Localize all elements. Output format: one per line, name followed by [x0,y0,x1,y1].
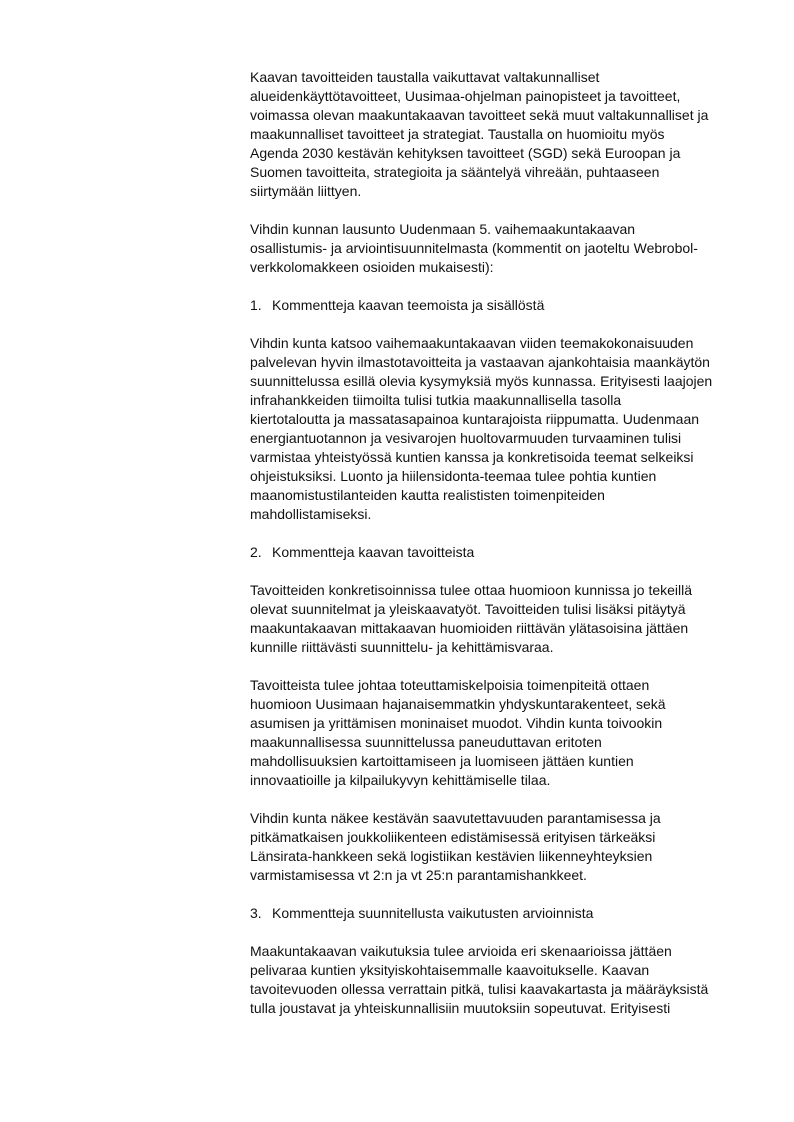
text-line: tavoitevuoden ollessa verrattain pitkä, tulisi kaavakartasta ja määräyksistä [250,981,709,997]
section-number: 2. [250,544,262,560]
text-line: olevat suunnitelmat ja yleiskaavatyöt. Tavoitteiden tulisi lisäksi pitäytyä [250,601,686,617]
text-line: voimassa olevan maakuntakaavan tavoitteet sekä muut valtakunnalliset ja [250,107,709,123]
text-line: maakunnalliset tavoitteet ja strategiat. Taustalla on huomioitu myös [250,126,665,142]
text-line: ohjeistuksiksi. Luonto ja hiilensidonta-teemaa tulee pohtia kuntien [250,468,657,484]
statement-intro-paragraph [250,220,750,277]
document-page [250,68,750,1037]
text-line: siirtymään liittyen. [250,183,362,199]
text-line: pitkämatkaisen joukkoliikenteen edistämisessä erityisen tärkeäksi [250,829,656,845]
text-line: Vihdin kunta näkee kestävän saavutettavuuden parantamisessa ja [250,810,661,826]
text-line: palvelevan hyvin ilmastotavoitteita ja vastaavan ajankohtaisia maankäytön [250,354,710,370]
section-heading-text: Kommentteja suunnitellusta vaikutusten arvioinnista [272,905,594,921]
section-paragraph [250,334,750,524]
text-line: kunnille riittävästi suunnittelu- ja kehittämisvaraa. [250,639,554,655]
intro-paragraph [250,68,750,201]
text-line: Agenda 2030 kestävän kehityksen tavoitteet (SGD) sekä Euroopan ja [250,145,681,161]
section-number: 1. [250,297,262,313]
text-line: osallistumis- ja arviointisuunnitelmasta (kommentit on jaoteltu Webrobol- [250,240,698,256]
text-line: Kaavan tavoitteiden taustalla vaikuttavat valtakunnalliset [250,69,600,85]
text-line: maanomistustilanteiden kautta realististen toimenpiteiden [250,487,605,503]
text-line: varmistamisessa vt 2:n ja vt 25:n parantamishankkeet. [250,867,587,883]
section-heading-text: Kommentteja kaavan tavoitteista [272,544,475,560]
section-number: 3. [250,905,262,921]
text-line: Maakuntakaavan vaikutuksia tulee arvioida eri skenaarioissa jättäen [250,943,672,959]
text-line: Vihdin kunnan lausunto Uudenmaan 5. vaihemaakuntakaavan [250,221,636,237]
section-paragraph [250,942,750,1018]
text-line: Länsirata-hankkeen sekä logistiikan kestävien liikenneyhteyksien [250,848,653,864]
text-line: varmistaa yhteistyössä kuntien kanssa ja konkretisoida teemat selkeiksi [250,449,694,465]
text-line: infrahankkeiden tiimoilta tulisi tutkia maakunnallisella tasolla [250,392,622,408]
text-line: alueidenkäyttötavoitteet, Uusimaa-ohjelman painopisteet ja tavoitteet, [250,88,681,104]
section-paragraph [250,676,750,790]
text-line: suunnittelussa esillä olevia kysymyksiä myös kunnassa. Erityisesti laajojen [250,373,713,389]
section-paragraph [250,581,750,657]
text-line: Tavoitteiden konkretisoinnissa tulee ottaa huomioon kunnissa jo tekeillä [250,582,693,598]
text-line: Vihdin kunta katsoo vaihemaakuntakaavan viiden teemakokonaisuuden [250,335,694,351]
text-line: mahdollisuuksien kartoittamiseen ja luomiseen jättäen kuntien [250,753,634,769]
text-line: mahdollistamiseksi. [250,506,372,522]
text-line: pelivaraa kuntien yksityiskohtaisemmalle kaavoitukselle. Kaavan [250,962,650,978]
text-line: verkkolomakkeen osioiden mukaisesti): [250,259,494,275]
text-line: maakuntakaavan mittakaavan huomioiden riittävän ylätasoisina jättäen [250,620,689,636]
section-paragraph [250,809,750,885]
text-line: Tavoitteista tulee johtaa toteuttamiskelpoisia toimenpiteitä ottaen [250,677,650,693]
section-heading [250,904,750,923]
section-heading [250,543,750,562]
text-line: huomioon Uusimaan hajanaisemmatkin yhdyskuntarakenteet, sekä [250,696,666,712]
text-line: kiertotaloutta ja massatasapainoa kuntarajoista riippumatta. Uudenmaan [250,411,700,427]
text-line: asumisen ja yrittämisen moninaiset muodot. Vihdin kunta toivookin [250,715,663,731]
text-line: maakunnallisessa suunnittelussa paneuduttavan eritoten [250,734,602,750]
text-line: tulla joustavat ja yhteiskunnallisiin muutoksiin sopeutuvat. Erityisesti [250,1000,671,1016]
section-heading-text: Kommentteja kaavan teemoista ja sisällöstä [272,297,545,313]
section-heading [250,296,750,315]
text-line: energiantuotannon ja vesivarojen huoltovarmuuden turvaaminen tulisi [250,430,682,446]
text-line: innovaatioille ja kilpailukyvyn kehittämiselle tilaa. [250,772,551,788]
text-line: Suomen tavoitteita, strategioita ja sääntelyä vihreään, puhtaaseen [250,164,660,180]
